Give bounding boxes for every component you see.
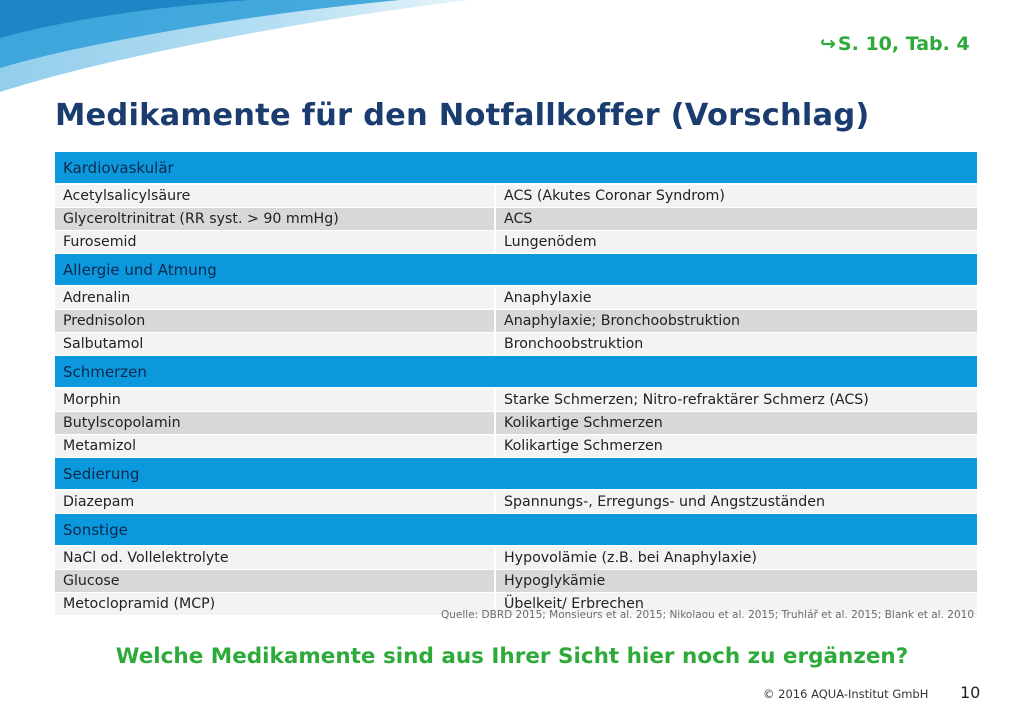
- indication-cell: Anaphylaxie; Bronchoobstruktion: [495, 310, 977, 333]
- slide-title: Medikamente für den Notfallkoffer (Vorschlag): [55, 98, 870, 133]
- section-header-row: [55, 356, 977, 389]
- drug-cell: Adrenalin: [55, 286, 495, 310]
- medication-table: [55, 152, 977, 616]
- drug-cell: Glyceroltrinitrat (RR syst. > 90 mmHg): [55, 208, 495, 231]
- medication-table-body: [55, 152, 977, 616]
- table-row: [55, 546, 977, 570]
- drug-cell: Glucose: [55, 570, 495, 593]
- source-citation: Quelle: DBRD 2015; Monsieurs et al. 2015; Nikolaou et al. 2015; Truhlář et al. 2015; Blank et al. 2010: [441, 609, 974, 621]
- section-heading: Kardiovaskulär: [55, 152, 977, 184]
- table-row: [55, 333, 977, 356]
- section-header-row: [55, 514, 977, 547]
- indication-cell: Hypovolämie (z.B. bei Anaphylaxie): [495, 546, 977, 570]
- reference-note: [820, 33, 970, 55]
- section-heading: Schmerzen: [55, 356, 977, 389]
- drug-cell: Acetylsalicylsäure: [55, 184, 495, 208]
- indication-cell: Kolikartige Schmerzen: [495, 412, 977, 435]
- section-header-row: [55, 152, 977, 184]
- table-row: [55, 570, 977, 593]
- section-header-row: [55, 458, 977, 491]
- table-row: [55, 231, 977, 254]
- drug-cell: Salbutamol: [55, 333, 495, 356]
- indication-cell: Starke Schmerzen; Nitro-refraktärer Schmerz (ACS): [495, 388, 977, 412]
- indication-cell: Kolikartige Schmerzen: [495, 435, 977, 458]
- drug-cell: Metamizol: [55, 435, 495, 458]
- drug-cell: Metoclopramid (MCP): [55, 593, 495, 616]
- indication-cell: Übelkeit/ Erbrechen: [495, 593, 977, 616]
- indication-cell: Spannungs-, Erregungs- und Angstzuständen: [495, 490, 977, 514]
- indication-cell: Anaphylaxie: [495, 286, 977, 310]
- reference-text: S. 10, Tab. 4: [837, 33, 970, 55]
- section-heading: Sonstige: [55, 514, 977, 547]
- section-header-row: [55, 254, 977, 287]
- table-row: [55, 435, 977, 458]
- drug-cell: Prednisolon: [55, 310, 495, 333]
- section-heading: Sedierung: [55, 458, 977, 491]
- arrow-icon: ↪: [820, 33, 836, 55]
- indication-cell: Lungenödem: [495, 231, 977, 254]
- indication-cell: Hypoglykämie: [495, 570, 977, 593]
- header-swoosh-decoration: [0, 0, 470, 100]
- section-heading: Allergie und Atmung: [55, 254, 977, 287]
- table-row: [55, 208, 977, 231]
- indication-cell: ACS (Akutes Coronar Syndrom): [495, 184, 977, 208]
- page-number: 10: [960, 683, 981, 702]
- drug-cell: NaCl od. Vollelektrolyte: [55, 546, 495, 570]
- discussion-question: Welche Medikamente sind aus Ihrer Sicht hier noch zu ergänzen?: [115, 644, 909, 669]
- table-row: [55, 286, 977, 310]
- drug-cell: Butylscopolamin: [55, 412, 495, 435]
- indication-cell: Bronchoobstruktion: [495, 333, 977, 356]
- drug-cell: Morphin: [55, 388, 495, 412]
- indication-cell: ACS: [495, 208, 977, 231]
- copyright-notice: © 2016 AQUA-Institut GmbH: [763, 687, 929, 701]
- drug-cell: Furosemid: [55, 231, 495, 254]
- table-row: [55, 184, 977, 208]
- table-row: [55, 310, 977, 333]
- table-row: [55, 412, 977, 435]
- table-row: [55, 388, 977, 412]
- drug-cell: Diazepam: [55, 490, 495, 514]
- table-row: [55, 490, 977, 514]
